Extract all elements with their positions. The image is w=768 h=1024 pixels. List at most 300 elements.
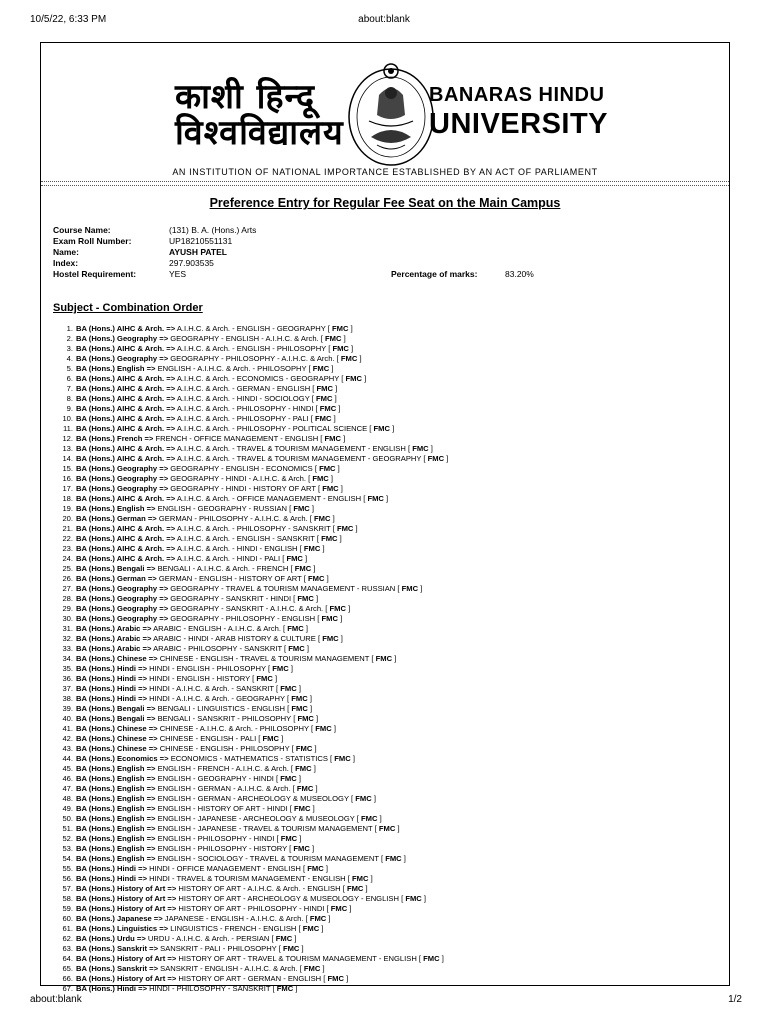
item-bracket-close: ]: [333, 414, 336, 423]
item-bracket-close: ]: [350, 324, 353, 333]
item-tag: FMC: [280, 684, 297, 693]
item-program: BA (Hons.) English =>: [76, 844, 156, 853]
item-subjects: ENGLISH - GERMAN - A.I.H.C. & Arch. [: [157, 784, 295, 793]
print-datetime: 10/5/22, 6:33 PM: [30, 14, 107, 25]
item-tag: FMC: [319, 404, 337, 413]
item-tag: FMC: [412, 444, 429, 453]
item-tag: FMC: [295, 764, 312, 773]
item-bracket-close: ]: [305, 554, 308, 563]
item-subjects: GEOGRAPHY - ENGLISH - ECONOMICS [: [170, 464, 317, 473]
item-tag: FMC: [334, 754, 351, 763]
item-bracket-close: ]: [334, 394, 337, 403]
item-program: BA (Hons.) Hindi =>: [76, 694, 148, 703]
item-program: BA (Hons.) Geography =>: [76, 474, 169, 483]
item-program: BA (Hons.) Sanskrit =>: [76, 944, 159, 953]
item-tag: FMC: [351, 874, 369, 883]
item-program: BA (Hons.) Arabic =>: [76, 644, 152, 653]
item-number: 10.: [62, 414, 73, 423]
item-tag: FMC: [361, 814, 378, 823]
item-subjects: ARABIC - PHILOSOPHY - SANSKRIT [: [153, 644, 287, 653]
item-subjects: ENGLISH - PHILOSOPHY - HINDI [: [157, 834, 279, 843]
item-number: 3.: [66, 344, 73, 353]
item-number: 49.: [62, 804, 73, 813]
item-tag: FMC: [385, 854, 402, 863]
list-item: [59, 534, 719, 544]
item-bracket-close: ]: [305, 624, 308, 633]
item-program: BA (Hons.) Chinese =>: [76, 734, 158, 743]
item-number: 61.: [62, 924, 73, 933]
document-frame: [40, 42, 730, 993]
roll-value: UP18210551131: [169, 236, 233, 246]
item-tag: FMC: [321, 534, 338, 543]
item-subjects: ENGLISH - GERMAN - ARCHEOLOGY & MUSEOLOGY [: [157, 794, 354, 803]
item-bracket-close: ]: [430, 444, 433, 453]
item-subjects: HINDI - TRAVEL & TOURISM MANAGEMENT - ENGLISH [: [149, 874, 350, 883]
list-item: [59, 454, 719, 464]
item-bracket-close: ]: [335, 384, 338, 393]
item-tag: FMC: [307, 574, 325, 583]
item-subjects: GEOGRAPHY - HINDI - A.I.H.C. & Arch. [: [170, 474, 311, 483]
item-subjects: SANSKRIT - PALI - PHILOSOPHY [: [160, 944, 281, 953]
item-program: BA (Hons.) English =>: [76, 854, 156, 863]
item-number: 31.: [62, 624, 73, 633]
item-bracket-close: ]: [359, 354, 362, 363]
item-program: BA (Hons.) AIHC & Arch. =>: [76, 404, 176, 413]
item-bracket-close: ]: [314, 744, 317, 753]
item-number: 26.: [62, 574, 73, 583]
list-item: [59, 984, 719, 994]
item-subjects: HISTORY OF ART - GERMAN - ENGLISH [: [178, 974, 326, 983]
item-bracket-close: ]: [340, 484, 343, 493]
info-row-course: [53, 225, 713, 236]
item-bracket-close: ]: [352, 754, 355, 763]
item-number: 64.: [62, 954, 73, 963]
item-tag: FMC: [307, 864, 324, 873]
list-item: [59, 674, 719, 684]
item-bracket-close: ]: [309, 704, 313, 713]
item-program: BA (Hons.) English =>: [76, 814, 156, 823]
item-tag: FMC: [303, 964, 321, 973]
list-item: [59, 694, 719, 704]
item-subjects: CHINESE - A.I.H.C. & Arch. - PHILOSOPHY [: [159, 724, 314, 733]
item-bracket-close: ]: [322, 964, 325, 973]
item-number: 37.: [62, 684, 73, 693]
item-program: BA (Hons.) Chinese =>: [76, 724, 158, 733]
item-number: 47.: [62, 784, 73, 793]
list-item: [59, 904, 719, 914]
item-subjects: A.I.H.C. & Arch. - PHILOSOPHY - POLITICAL SCIENCE [: [176, 424, 372, 433]
item-number: 24.: [62, 554, 73, 563]
item-tag: FMC: [303, 544, 321, 553]
item-tag: FMC: [296, 784, 314, 793]
item-bracket-close: ]: [403, 854, 406, 863]
item-program: BA (Hons.) History of Art =>: [76, 954, 177, 963]
item-number: 53.: [62, 844, 73, 853]
university-seal-icon: [341, 57, 441, 169]
item-tag: FMC: [367, 494, 384, 503]
item-subjects: ENGLISH - A.I.H.C. & Arch. - PHILOSOPHY [: [157, 364, 311, 373]
list-item: [59, 824, 719, 834]
item-bracket-close: ]: [343, 334, 346, 343]
list-item: [59, 444, 719, 454]
item-tag: FMC: [332, 324, 349, 333]
item-number: 56.: [62, 874, 73, 883]
hostel-value: YES: [169, 269, 187, 279]
hostel-label: Hostel Requirement:: [53, 269, 137, 279]
item-bracket-close: ]: [364, 374, 367, 383]
item-number: 2.: [66, 334, 73, 343]
item-tag: FMC: [325, 334, 342, 343]
item-number: 20.: [62, 514, 73, 523]
item-program: BA (Hons.) English =>: [76, 504, 156, 513]
list-item: [59, 874, 719, 884]
item-program: BA (Hons.) Hindi =>: [76, 674, 148, 683]
item-bracket-close: ]: [309, 694, 312, 703]
item-program: BA (Hons.) AIHC & Arch. =>: [76, 344, 176, 353]
item-tag: FMC: [293, 844, 310, 853]
item-program: BA (Hons.) History of Art =>: [76, 894, 177, 903]
list-item: [59, 774, 719, 784]
name-label: Name:: [53, 247, 79, 257]
item-program: BA (Hons.) Bengali =>: [76, 714, 156, 723]
list-item: [59, 684, 719, 694]
item-tag: FMC: [297, 714, 314, 723]
item-number: 21.: [62, 524, 73, 533]
item-number: 12.: [62, 434, 73, 443]
item-subjects: A.I.H.C. & Arch. - PHILOSOPHY - PALI [: [176, 414, 313, 423]
item-tag: FMC: [309, 914, 327, 923]
item-program: BA (Hons.) AIHC & Arch. =>: [76, 494, 176, 503]
item-number: 40.: [62, 714, 73, 723]
list-item: [59, 494, 719, 504]
item-subjects: A.I.H.C. & Arch. - HINDI - PALI [: [176, 554, 285, 563]
item-bracket-close: ]: [328, 914, 331, 923]
item-bracket-close: ]: [316, 594, 319, 603]
item-bracket-close: ]: [312, 804, 315, 813]
item-number: 35.: [62, 664, 73, 673]
item-bracket-close: ]: [397, 824, 400, 833]
item-subjects: HISTORY OF ART - A.I.H.C. & Arch. - ENGLISH [: [178, 884, 345, 893]
item-number: 18.: [62, 494, 73, 503]
list-item: [59, 804, 719, 814]
item-tag: FMC: [276, 984, 294, 993]
item-number: 15.: [62, 464, 73, 473]
item-bracket-close: ]: [321, 924, 324, 933]
item-tag: FMC: [322, 484, 339, 493]
item-bracket-close: ]: [351, 344, 354, 353]
print-page-count: 1/2: [728, 994, 742, 1005]
item-tag: FMC: [314, 514, 331, 523]
item-number: 65.: [62, 964, 73, 973]
roll-label: Exam Roll Number:: [53, 236, 132, 246]
item-subjects: GERMAN - ENGLISH - HISTORY OF ART [: [158, 574, 306, 583]
list-item: [59, 334, 719, 344]
item-program: BA (Hons.) AIHC & Arch. =>: [76, 544, 176, 553]
item-program: BA (Hons.) English =>: [76, 804, 156, 813]
university-tagline: AN INSTITUTION OF NATIONAL IMPORTANCE ESTABLISHED BY AN ACT OF PARLIAMENT: [172, 167, 598, 177]
item-number: 22.: [62, 534, 73, 543]
item-tag: FMC: [294, 564, 312, 573]
item-tag: FMC: [405, 894, 422, 903]
item-tag: FMC: [319, 464, 336, 473]
item-number: 38.: [62, 694, 73, 703]
item-program: BA (Hons.) Economics =>: [76, 754, 169, 763]
course-label: Course Name:: [53, 225, 111, 235]
item-subjects: BENGALI - LINGUISTICS - ENGLISH [: [157, 704, 290, 713]
item-tag: FMC: [288, 644, 305, 653]
item-program: BA (Hons.) Geography =>: [76, 614, 169, 623]
item-program: BA (Hons.) AIHC & Arch. =>: [76, 534, 176, 543]
list-item: [59, 574, 719, 584]
item-number: 25.: [62, 564, 73, 573]
item-program: BA (Hons.) Geography =>: [76, 484, 169, 493]
item-bracket-close: ]: [392, 424, 395, 433]
item-program: BA (Hons.) English =>: [76, 824, 156, 833]
item-tag: FMC: [346, 884, 364, 893]
page-title: Preference Entry for Regular Fee Seat on the Main Campus: [209, 196, 561, 210]
item-number: 39.: [62, 704, 73, 713]
item-bracket-close: ]: [315, 784, 318, 793]
item-program: BA (Hons.) AIHC & Arch. =>: [76, 444, 176, 453]
item-tag: FMC: [340, 354, 358, 363]
item-program: BA (Hons.) AIHC & Arch. =>: [76, 394, 176, 403]
item-number: 60.: [62, 914, 73, 923]
item-bracket-close: ]: [332, 514, 335, 523]
item-subjects: A.I.H.C. & Arch. - HINDI - ENGLISH [: [176, 544, 302, 553]
item-bracket-close: ]: [420, 584, 423, 593]
item-bracket-close: ]: [346, 974, 349, 983]
item-program: BA (Hons.) French =>: [76, 434, 154, 443]
item-subjects: HINDI - PHILOSOPHY - SANSKRIT [: [149, 984, 275, 993]
name-value: AYUSH PATEL: [169, 247, 227, 257]
list-item: [59, 894, 719, 904]
item-program: BA (Hons.) English =>: [76, 774, 156, 783]
item-program: BA (Hons.) Japanese =>: [76, 914, 163, 923]
item-number: 62.: [62, 934, 73, 943]
item-subjects: A.I.H.C. & Arch. - ENGLISH - SANSKRIT [: [176, 534, 319, 543]
index-value: 297.903535: [169, 258, 214, 268]
item-bracket-close: ]: [386, 494, 389, 503]
item-bracket-close: ]: [301, 944, 304, 953]
item-subjects: ENGLISH - JAPANESE - ARCHEOLOGY & MUSEOLOGY [: [157, 814, 359, 823]
item-program: BA (Hons.) Urdu =>: [76, 934, 146, 943]
item-number: 43.: [62, 744, 73, 753]
item-tag: FMC: [327, 974, 344, 983]
info-row-roll: [53, 236, 713, 247]
list-item: [59, 474, 719, 484]
item-number: 14.: [62, 454, 73, 463]
item-number: 30.: [62, 614, 73, 623]
list-item: [59, 734, 719, 744]
item-tag: FMC: [316, 384, 333, 393]
item-number: 57.: [62, 884, 73, 893]
item-subjects: GEOGRAPHY - TRAVEL & TOURISM MANAGEMENT - RUSSIAN [: [170, 584, 400, 593]
item-number: 4.: [66, 354, 73, 363]
item-subjects: CHINESE - ENGLISH - TRAVEL & TOURISM MANAGEMENT [: [159, 654, 374, 663]
item-subjects: GERMAN - PHILOSOPHY - A.I.H.C. & Arch. [: [158, 514, 312, 523]
item-bracket-close: ]: [348, 604, 351, 613]
item-tag: FMC: [272, 664, 289, 673]
item-program: BA (Hons.) Geography =>: [76, 334, 169, 343]
item-program: BA (Hons.) History of Art =>: [76, 974, 177, 983]
item-bracket-close: ]: [290, 664, 293, 673]
item-number: 23.: [62, 544, 73, 553]
item-bracket-close: ]: [313, 564, 316, 573]
item-bracket-close: ]: [370, 874, 373, 883]
list-item: [59, 974, 719, 984]
item-program: BA (Hons.) English =>: [76, 764, 156, 773]
percentage-value: 83.20%: [505, 269, 534, 279]
item-subjects: ENGLISH - PHILOSOPHY - HISTORY [: [157, 844, 292, 853]
item-bracket-close: ]: [349, 904, 352, 913]
item-tag: FMC: [286, 554, 303, 563]
item-subjects: HISTORY OF ART - PHILOSOPHY - HINDI [: [178, 904, 329, 913]
item-subjects: ENGLISH - GEOGRAPHY - HINDI [: [157, 774, 279, 783]
list-item: [59, 604, 719, 614]
item-subjects: A.I.H.C. & Arch. - TRAVEL & TOURISM MANAGEMENT - GEOGRAPHY [: [176, 454, 426, 463]
item-number: 67.: [62, 984, 73, 993]
item-program: BA (Hons.) English =>: [76, 834, 156, 843]
list-item: [59, 664, 719, 674]
list-item: [59, 544, 719, 554]
item-program: BA (Hons.) AIHC & Arch. =>: [76, 324, 176, 333]
item-subjects: ENGLISH - GEOGRAPHY - RUSSIAN [: [157, 504, 292, 513]
item-bracket-close: ]: [330, 474, 334, 483]
item-bracket-close: ]: [311, 504, 315, 513]
item-bracket-close: ]: [340, 614, 343, 623]
item-subjects: ENGLISH - SOCIOLOGY - TRAVEL & TOURISM MANAGEMENT [: [157, 854, 384, 863]
item-bracket-close: ]: [294, 934, 297, 943]
item-tag: FMC: [256, 674, 273, 683]
list-item: [59, 724, 719, 734]
list-item: [59, 854, 719, 864]
item-subjects: ENGLISH - HISTORY OF ART - HINDI [: [157, 804, 292, 813]
item-tag: FMC: [282, 944, 300, 953]
item-bracket-close: ]: [281, 734, 284, 743]
item-program: BA (Hons.) AIHC & Arch. =>: [76, 384, 176, 393]
item-program: BA (Hons.) Arabic =>: [76, 634, 152, 643]
item-tag: FMC: [375, 654, 393, 663]
list-item: [59, 944, 719, 954]
item-program: BA (Hons.) English =>: [76, 794, 156, 803]
hindi-name-line1: काशी हिन्दू: [175, 77, 316, 117]
item-subjects: ECONOMICS - MATHEMATICS - STATISTICS [: [170, 754, 333, 763]
list-item: [59, 554, 719, 564]
item-bracket-close: ]: [299, 834, 302, 843]
item-subjects: HINDI - ENGLISH - PHILOSOPHY [: [149, 664, 271, 673]
list-item: [59, 814, 719, 824]
item-subjects: ARABIC - HINDI - ARAB HISTORY & CULTURE [: [153, 634, 321, 643]
hindi-university-name: [175, 79, 344, 151]
item-program: BA (Hons.) Linguistics =>: [76, 924, 169, 933]
item-number: 41.: [62, 724, 73, 733]
item-tag: FMC: [262, 734, 279, 743]
header-divider-top: [41, 181, 729, 182]
item-bracket-close: ]: [298, 684, 301, 693]
info-row-hostel: [53, 269, 713, 280]
english-name-line2: UNIVERSITY: [429, 108, 609, 140]
item-bracket-close: ]: [394, 654, 397, 663]
item-number: 42.: [62, 734, 73, 743]
list-item: [59, 404, 719, 414]
item-bracket-close: ]: [365, 884, 368, 893]
item-subjects: GEOGRAPHY - SANSKRIT - HINDI [: [170, 594, 296, 603]
list-item: [59, 484, 719, 494]
item-number: 17.: [62, 484, 73, 493]
item-bracket-close: ]: [423, 894, 427, 903]
item-subjects: GEOGRAPHY - ENGLISH - A.I.H.C. & Arch. [: [170, 334, 323, 343]
item-number: 7.: [66, 384, 73, 393]
item-bracket-close: ]: [373, 794, 376, 803]
item-subjects: GEOGRAPHY - SANSKRIT - A.I.H.C. & Arch. [: [170, 604, 328, 613]
item-tag: FMC: [315, 724, 332, 733]
item-program: BA (Hons.) German =>: [76, 514, 157, 523]
item-tag: FMC: [315, 394, 333, 403]
item-subjects: GEOGRAPHY - HINDI - HISTORY OF ART [: [170, 484, 321, 493]
list-item: [59, 594, 719, 604]
item-tag: FMC: [280, 834, 298, 843]
item-number: 34.: [62, 654, 73, 663]
item-subjects: HISTORY OF ART - TRAVEL & TOURISM MANAGEMENT - ENGLISH [: [178, 954, 422, 963]
item-program: BA (Hons.) English =>: [76, 364, 156, 373]
item-subjects: BENGALI - SANSKRIT - PHILOSOPHY [: [157, 714, 296, 723]
item-tag: FMC: [324, 434, 341, 443]
list-item: [59, 504, 719, 514]
item-subjects: HISTORY OF ART - ARCHEOLOGY & MUSEOLOGY - ENGLISH [: [178, 894, 404, 903]
subject-combination-heading: Subject - Combination Order: [53, 302, 203, 314]
list-item: [59, 634, 719, 644]
list-item: [59, 654, 719, 664]
item-program: BA (Hons.) AIHC & Arch. =>: [76, 554, 176, 563]
item-program: BA (Hons.) Chinese =>: [76, 744, 158, 753]
item-number: 46.: [62, 774, 73, 783]
item-tag: FMC: [373, 424, 390, 433]
list-item: [59, 794, 719, 804]
item-number: 63.: [62, 944, 73, 953]
item-bracket-close: ]: [441, 954, 444, 963]
list-item: [59, 374, 719, 384]
item-program: BA (Hons.) AIHC & Arch. =>: [76, 374, 176, 383]
item-subjects: A.I.H.C. & Arch. - PHILOSOPHY - HINDI [: [176, 404, 318, 413]
item-subjects: HINDI - OFFICE MANAGEMENT - ENGLISH [: [149, 864, 306, 873]
list-item: [59, 704, 719, 714]
list-item: [59, 754, 719, 764]
item-number: 29.: [62, 604, 73, 613]
hindi-name-line2: विश्वविद्यालय: [175, 113, 344, 153]
list-item: [59, 384, 719, 394]
item-tag: FMC: [291, 704, 308, 713]
item-subjects: FRENCH - OFFICE MANAGEMENT - ENGLISH [: [155, 434, 323, 443]
item-bracket-close: ]: [337, 464, 340, 473]
item-program: BA (Hons.) AIHC & Arch. =>: [76, 524, 176, 533]
item-tag: FMC: [355, 794, 372, 803]
item-number: 32.: [62, 634, 73, 643]
item-number: 50.: [62, 814, 73, 823]
item-program: BA (Hons.) History of Art =>: [76, 904, 177, 913]
item-number: 33.: [62, 644, 73, 653]
item-subjects: JAPANESE - ENGLISH - A.I.H.C. & Arch. [: [164, 914, 308, 923]
list-item: [59, 834, 719, 844]
item-program: BA (Hons.) Arabic =>: [76, 624, 152, 633]
item-bracket-close: ]: [338, 404, 341, 413]
item-subjects: CHINESE - ENGLISH - PALI [: [159, 734, 261, 743]
item-program: BA (Hons.) Geography =>: [76, 584, 169, 593]
item-subjects: A.I.H.C. & Arch. - ENGLISH - GEOGRAPHY [: [176, 324, 330, 333]
list-item: [59, 964, 719, 974]
item-program: BA (Hons.) German =>: [76, 574, 157, 583]
item-number: 48.: [62, 794, 73, 803]
list-item: [59, 464, 719, 474]
